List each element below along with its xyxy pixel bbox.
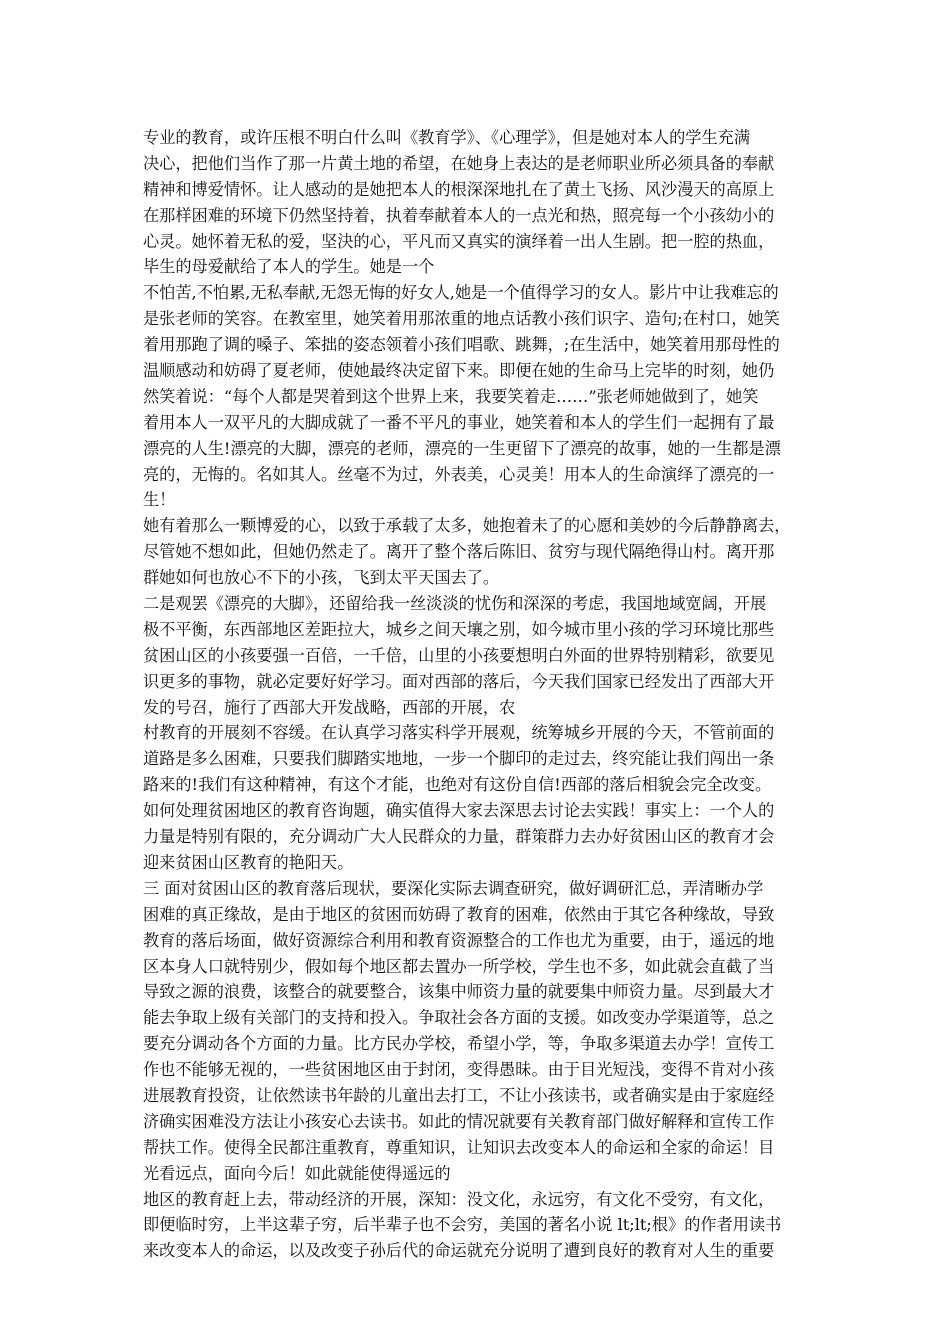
text-line: 着用那跑了调的嗓子、笨拙的姿态领着小孩们唱歌、跳舞，;在生活中，她笑着用那母性的	[143, 335, 780, 355]
text-line: 如何处理贫困地区的教育咨询题，确实值得大家去深思去讨论去实践！事实上：一个人的	[143, 801, 775, 821]
text-line: 群她如何也放心不下的小孩，飞到太平天国去了。	[143, 568, 500, 588]
text-line: 然笑着说：“每个人都是哭着到这个世界上来，我要笑着走……”张老师她做到了，她笑	[143, 386, 759, 406]
text-line: 村教育的开展刻不容缓。在认真学习落实科学开展观，统筹城乡开展的今天，不管前面的	[143, 723, 775, 743]
text-line: 道路是多么困难，只要我们脚踏实地地，一步一个脚印的走过去，终究能让我们闯出一条	[143, 749, 775, 769]
text-line: 她有着那么一颗博爱的心，以致于承载了太多，她抱着未了的心愿和美妙的今后静静离去，	[143, 516, 791, 536]
text-line: 即便临时穷，上半这辈子穷，后半辈子也不会穷，美国的著名小说 lt;lt;根》的作者用读书	[143, 1215, 782, 1235]
text-line: 作也不能够无视的，一些贫困地区由于封闭，变得愚昧。由于目光短浅，变得不肯对小孩	[143, 1060, 775, 1080]
text-line: 要充分调动各个方面的力量。比方民办学校，希望小学，等，争取多渠道去办学！宣传工	[143, 1034, 775, 1054]
text-line: 困难的真正缘故，是由于地区的贫困而妨碍了教育的困难，依然由于其它各种缘故，导致	[143, 904, 775, 924]
text-line: 在那样困难的环境下仍然坚持着，执着奉献着本人的一点光和热，照亮每一个小孩幼小的	[143, 205, 775, 225]
text-line: 地区的教育赶上去，带动经济的开展，深知：没文化，永远穷，有文化不受穷，有文化，	[143, 1189, 775, 1209]
text-line: 漂亮的人生!漂亮的大脚，漂亮的老师，漂亮的一生更留下了漂亮的故事，她的一生都是漂	[143, 438, 781, 458]
text-line: 极不平衡，东西部地区差距拉大，城乡之间天壤之别，如今城市里小孩的学习环境比那些	[143, 619, 775, 639]
text-line: 区本身人口就特别少，假如每个地区都去置办一所学校，学生也不多，如此就会直截了当	[143, 956, 775, 976]
text-line: 济确实困难没方法让小孩安心去读书。如此的情况就要有关教育部门做好解释和宣传工作	[143, 1111, 775, 1131]
text-line: 亮的，无悔的。名如其人。丝毫不为过，外表美，心灵美！用本人的生命演绎了漂亮的一	[143, 464, 775, 484]
text-line: 能去争取上级有关部门的支持和投入。争取社会各方面的支援。如改变办学渠道等，总之	[143, 1008, 775, 1028]
text-line: 专业的教育，或许压根不明白什么叫《教育学》、《心理学》，但是她对本人的学生充满	[143, 128, 751, 147]
text-line: 路来的!我们有这种精神，有这个才能，也绝对有这份自信!西部的落后相貌会完全改变。	[143, 775, 772, 795]
text-line: 识更多的事物，就必定要好好学习。面对西部的落后，今天我们国家已经发出了西部大开	[143, 671, 775, 691]
text-line: 二是观罢《漂亮的大脚》，还留给我一丝淡淡的忧伤和深深的考虑，我国地域宽阔，开展	[143, 594, 767, 614]
text-line: 决心，把他们当作了那一片黄土地的希望，在她身上表达的是老师职业所必须具备的奉献	[143, 153, 775, 173]
text-line: 生！	[143, 490, 176, 510]
text-line: 帮扶工作。使得全民都注重教育，尊重知识，让知识去改变本人的命运和全家的命运！目	[143, 1137, 775, 1157]
text-line: 迎来贫困山区教育的艳阳天。	[143, 852, 354, 872]
text-line: 力量是特别有限的，充分调动广大人民群众的力量，群策群力去办好贫困山区的教育才会	[143, 827, 775, 847]
body-text	[143, 125, 823, 1264]
text-line: 心灵。她怀着无私的爱，坚決的心，平凡而又真实的演绎着一出人生剧。把一腔的热血，	[143, 231, 775, 251]
text-line: 着用本人一双平凡的大脚成就了一番不平凡的事业，她笑着和本人的学生们一起拥有了最	[143, 412, 775, 432]
text-line: 不怕苦,不怕累,无私奉献,无怨无悔的好女人,她是一个值得学习的女人。影片中让我难忘的	[143, 283, 779, 303]
text-line: 尽管她不想如此，但她仍然走了。离开了整个落后陈旧、贫穷与现代隔绝得山村。离开那	[143, 542, 775, 562]
text-line: 是张老师的笑容。在教室里，她笑着用那浓重的地点话教小孩们识字、造句;在村口，她笑	[143, 309, 780, 329]
text-line: 来改变本人的命运，以及改变子孙后代的命运就充分说明了遭到良好的教育对人生的重要	[143, 1241, 775, 1261]
text-line: 进展教育投资，让依然读书年龄的儿童出去打工，不让小孩读书，或者确实是由于家庭经	[143, 1085, 775, 1105]
text-line: 毕生的母爱献给了本人的学生。她是一个	[143, 257, 435, 277]
text-line: 导致之源的浪费，该整合的就要整合，该集中师资力量的就要集中师资力量。尽到最大才	[143, 982, 775, 1002]
text-line: 发的号召，施行了西部大开发战略，西部的开展，农	[143, 697, 516, 717]
text-line: 温顺感动和妨碍了夏老师，使她最终决定留下来。即便在她的生命马上完毕的时刻，她仍	[143, 361, 775, 381]
text-line: 光看远点，面向今后！如此就能使得遥远的	[143, 1163, 451, 1183]
text-line: 教育的落后场面，做好资源综合利用和教育资源整合的工作也尤为重要，由于，遥远的地	[143, 930, 775, 950]
text-line: 贫困山区的小孩要强一百倍，一千倍，山里的小孩要想明白外面的世界特别精彩，欲要见	[143, 645, 775, 665]
text-line: 三 面对贫困山区的教育落后现状，要深化实际去调查研究，做好调研汇总，弄清晰办学	[143, 878, 764, 898]
text-line: 精神和博爱情怀。让人感动的是她把本人的根深深地扎在了黄土飞扬、风沙漫天的高原上	[143, 179, 775, 199]
